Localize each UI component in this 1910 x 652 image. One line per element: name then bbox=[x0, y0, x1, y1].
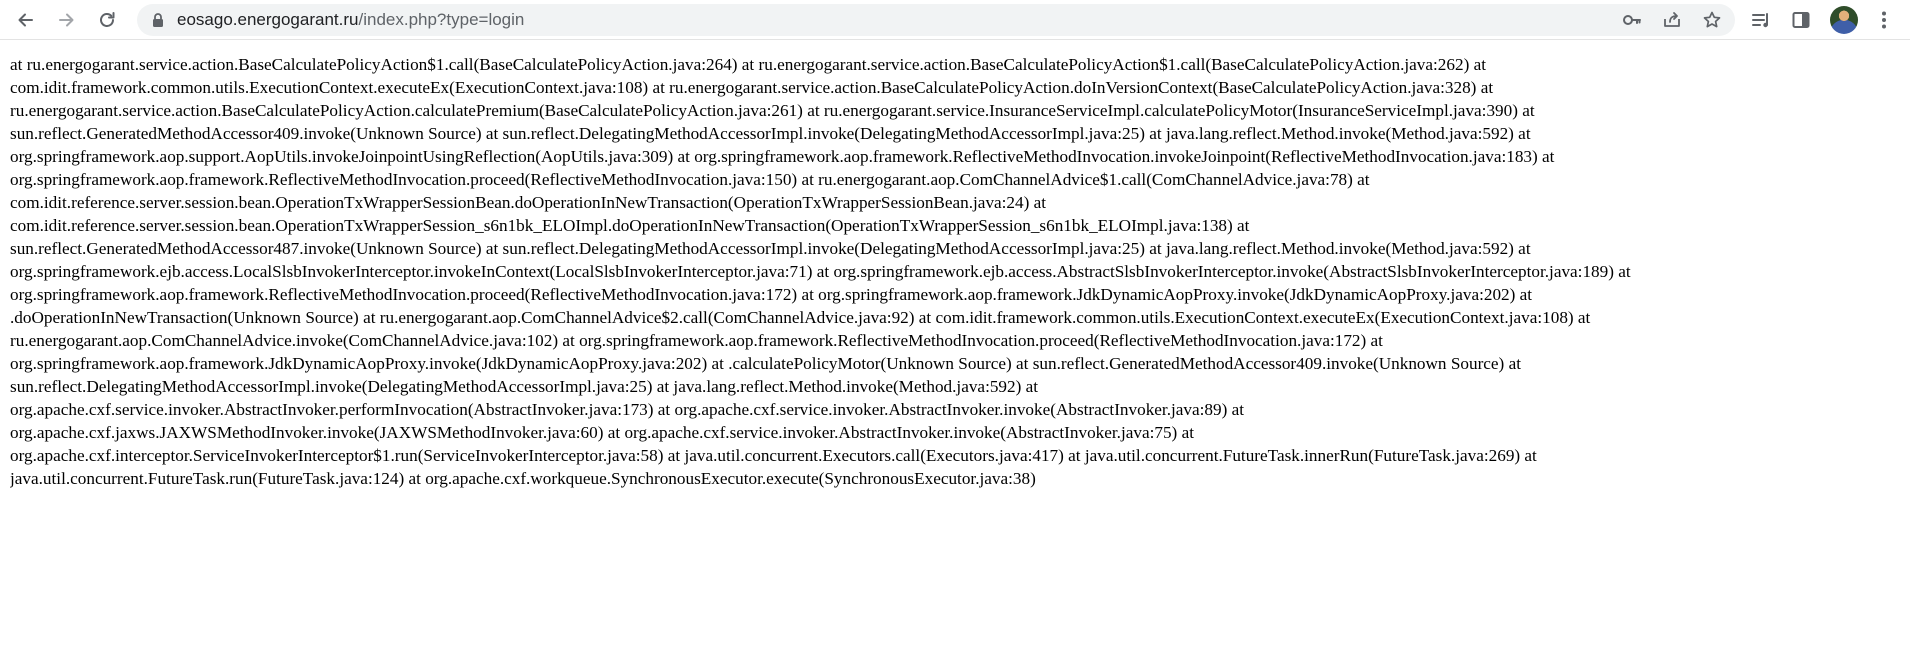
side-panel-icon bbox=[1791, 10, 1811, 30]
share-button[interactable] bbox=[1661, 9, 1683, 31]
stack-trace-line: org.apache.cxf.interceptor.ServiceInvokerInterceptor$1.run(ServiceInvokerInterceptor.java:58) at java.util.concurrent.Executors.call(Executors.java:417) at java.util.concurrent.FutureTask.innerRun(FutureTask.java:269) at bbox=[10, 446, 1537, 465]
stack-trace-line: sun.reflect.GeneratedMethodAccessor487.invoke(Unknown Source) at sun.reflect.DelegatingMethodAccessorImpl.invoke(DelegatingMethodAccessorImpl.java:25) at java.lang.reflect.Method.invoke(Method.java:592) at bbox=[10, 239, 1531, 258]
stack-trace-line: org.apache.cxf.jaxws.JAXWSMethodInvoker.invoke(JAXWSMethodInvoker.java:60) at org.apache.cxf.service.invoker.AbstractInvoker.invoke(AbstractInvoker.java:75) at bbox=[10, 423, 1194, 442]
reading-list-icon bbox=[1750, 9, 1772, 31]
browser-toolbar bbox=[0, 0, 1910, 40]
menu-button[interactable] bbox=[1872, 8, 1896, 32]
stack-trace-line: com.idit.framework.common.utils.ExecutionContext.executeEx(ExecutionContext.java:108) at ru.energogarant.service.action.BaseCalculatePolicyAction.doInVersionContext(BaseCalculatePolicyAction.java:328) at bbox=[10, 78, 1494, 97]
reading-list-button[interactable] bbox=[1749, 8, 1773, 32]
star-icon bbox=[1702, 10, 1722, 30]
side-panel-button[interactable] bbox=[1789, 8, 1813, 32]
forward-button[interactable] bbox=[52, 5, 82, 35]
reload-icon bbox=[98, 11, 116, 29]
stack-trace-line: org.apache.cxf.service.invoker.AbstractInvoker.performInvocation(AbstractInvoker.java:173) at org.apache.cxf.service.invoker.AbstractInvoker.invoke(AbstractInvoker.java:89) at bbox=[10, 400, 1245, 419]
arrow-right-icon bbox=[58, 11, 76, 29]
passwords-button[interactable] bbox=[1621, 9, 1643, 31]
stack-trace-line: ru.energogarant.aop.ComChannelAdvice.invoke(ComChannelAdvice.java:102) at org.springframework.aop.framework.ReflectiveMethodInvocation.proceed(ReflectiveMethodInvocation.java:172) at bbox=[10, 331, 1383, 350]
stack-trace-line: org.springframework.aop.framework.JdkDynamicAopProxy.invoke(JdkDynamicAopProxy.java:202) at .calculatePolicyMotor(Unknown Source) at sun.reflect.GeneratedMethodAccessor409.invoke(Unknown Source) at bbox=[10, 354, 1521, 373]
stack-trace-line: java.util.concurrent.FutureTask.run(FutureTask.java:124) at org.apache.cxf.workqueue.SynchronousExecutor.execute(SynchronousExecutor.java:38) bbox=[10, 469, 1036, 488]
avatar[interactable] bbox=[1830, 6, 1858, 34]
stack-trace-line: at ru.energogarant.service.action.BaseCalculatePolicyAction$1.call(BaseCalculatePolicyAction.java:264) at ru.energogarant.service.action.BaseCalculatePolicyAction$1.call(BaseCalculatePolicyAction.java:262) at bbox=[10, 55, 1487, 74]
url-host: eosago.energogarant.ru bbox=[177, 10, 359, 29]
stack-trace-line: com.idit.reference.server.session.bean.OperationTxWrapperSession_s6n1bk_ELOImpl.doOperationInNewTransaction(OperationTxWrapperSession_s6n1bk_ELOImpl.java:138) at bbox=[10, 216, 1250, 235]
stack-trace-line: org.springframework.aop.support.AopUtils.invokeJoinpointUsingReflection(AopUtils.java:309) at org.springframework.aop.framework.ReflectiveMethodInvocation.invokeJoinpoint(ReflectiveMethodInvocation.java:183) at bbox=[10, 147, 1555, 166]
stack-trace-line: sun.reflect.GeneratedMethodAccessor409.invoke(Unknown Source) at sun.reflect.DelegatingMethodAccessorImpl.invoke(DelegatingMethodAccessorImpl.java:25) at java.lang.reflect.Method.invoke(Method.java:592) at bbox=[10, 124, 1531, 143]
stack-trace-line: com.idit.reference.server.session.bean.OperationTxWrapperSessionBean.doOperationInNewTransaction(OperationTxWrapperSessionBean.java:24) at bbox=[10, 193, 1047, 212]
stack-trace-line: org.springframework.ejb.access.LocalSlsbInvokerInterceptor.invokeInContext(LocalSlsbInvokerInterceptor.java:71) at org.springframework.ejb.access.AbstractSlsbInvokerInterceptor.invoke(AbstractSlsbInvokerInterceptor.java:189) at bbox=[10, 262, 1631, 281]
key-icon bbox=[1622, 10, 1642, 30]
back-button[interactable] bbox=[10, 5, 40, 35]
stack-trace bbox=[10, 53, 1902, 490]
url-path: /index.php?type=login bbox=[358, 10, 525, 29]
stack-trace-line: .doOperationInNewTransaction(Unknown Source) at ru.energogarant.aop.ComChannelAdvice$2.call(ComChannelAdvice.java:92) at com.idit.framework.common.utils.ExecutionContext.executeEx(ExecutionContext.java:108) at bbox=[10, 308, 1591, 327]
reload-button[interactable] bbox=[92, 5, 122, 35]
arrow-left-icon bbox=[16, 11, 34, 29]
stack-trace-line: sun.reflect.DelegatingMethodAccessorImpl.invoke(DelegatingMethodAccessorImpl.java:25) at java.lang.reflect.Method.invoke(Method.java:592) at bbox=[10, 377, 1039, 396]
address-bar[interactable] bbox=[137, 4, 1735, 36]
kebab-menu-icon bbox=[1881, 10, 1887, 30]
url-text[interactable] bbox=[177, 4, 524, 36]
stack-trace-line: ru.energogarant.service.action.BaseCalculatePolicyAction.calculatePremium(BaseCalculatePolicyAction.java:261) at ru.energogarant.service.InsuranceServiceImpl.calculatePolicyMotor(InsuranceServiceImpl.java:390) at bbox=[10, 101, 1535, 120]
stack-trace-line: org.springframework.aop.framework.ReflectiveMethodInvocation.proceed(ReflectiveMethodInvocation.java:150) at ru.energogarant.aop.ComChannelAdvice$1.call(ComChannelAdvice.java:78) at bbox=[10, 170, 1370, 189]
bookmark-button[interactable] bbox=[1701, 9, 1723, 31]
stack-trace-line: org.springframework.aop.framework.ReflectiveMethodInvocation.proceed(ReflectiveMethodInvocation.java:172) at org.springframework.aop.framework.JdkDynamicAopProxy.invoke(JdkDynamicAopProxy.java:202) at bbox=[10, 285, 1533, 304]
site-info-button[interactable] bbox=[149, 11, 167, 29]
share-icon bbox=[1662, 10, 1682, 30]
lock-icon bbox=[149, 11, 167, 29]
